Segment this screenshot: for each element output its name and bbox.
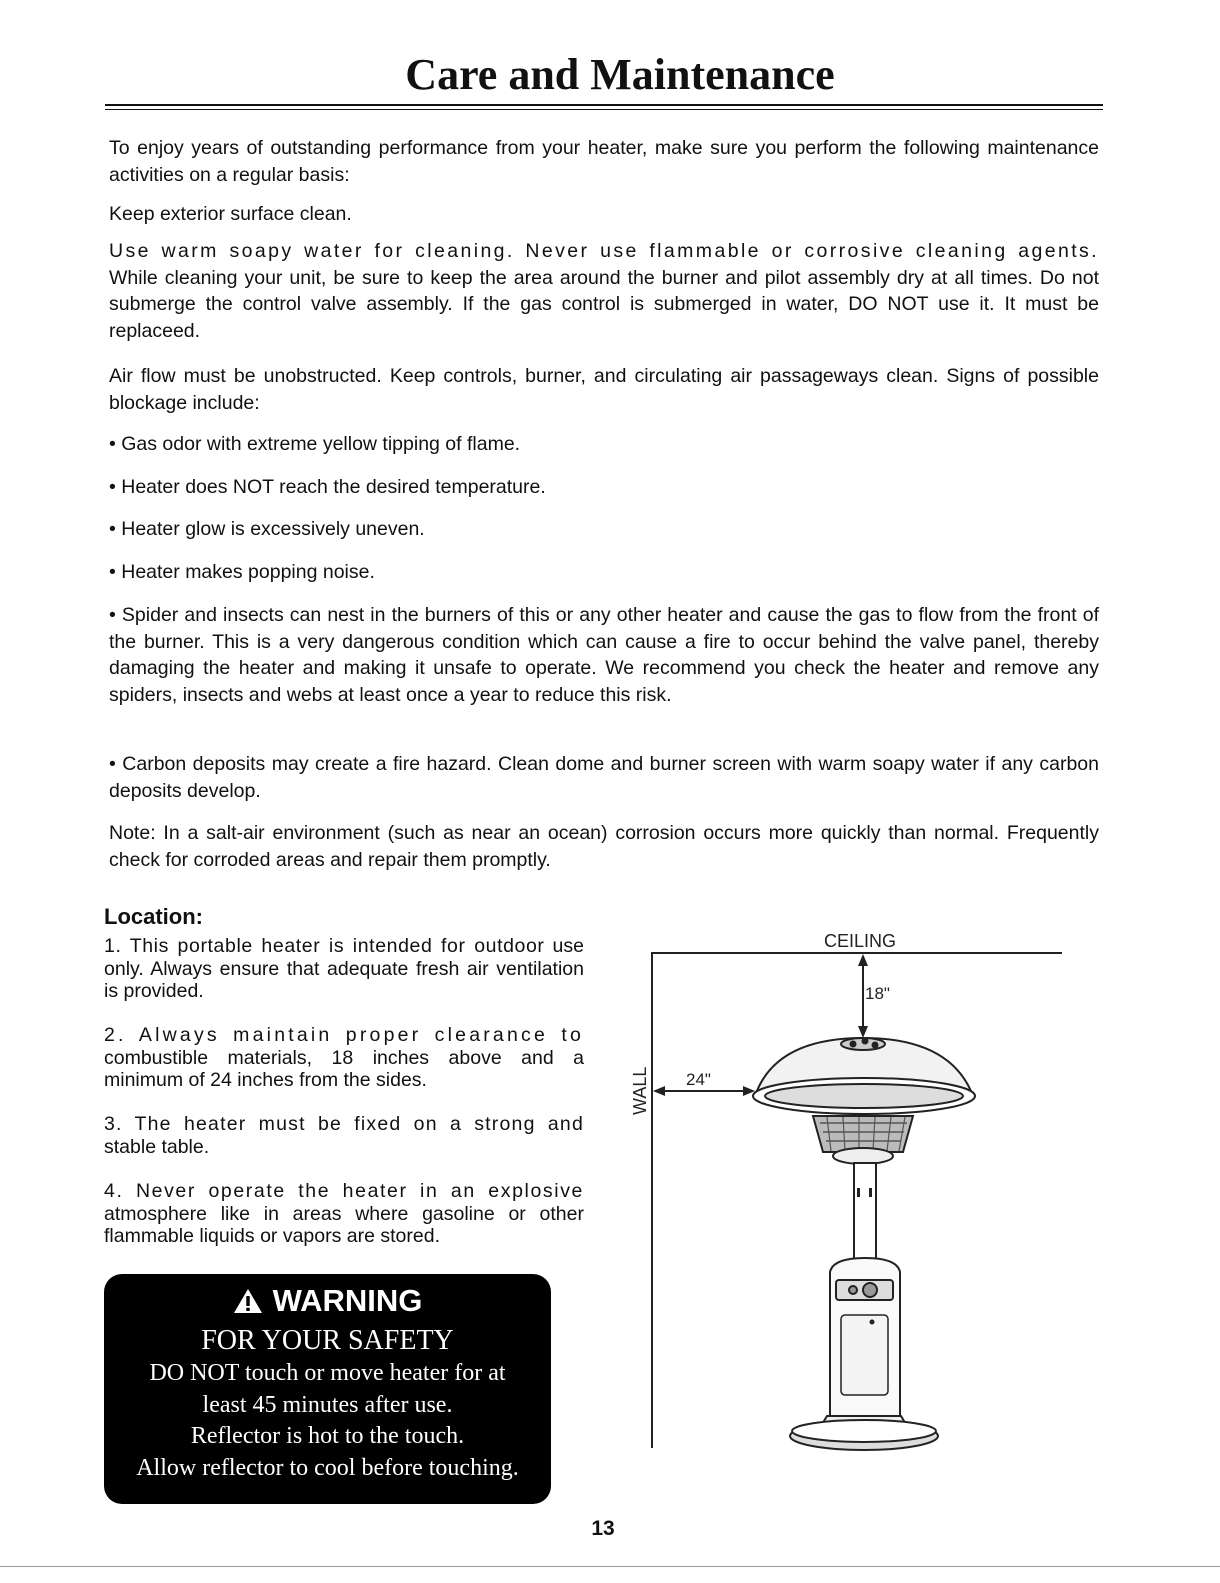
- airflow-paragraph: Air flow must be unobstructed. Keep controls, burner, and circulating air passageways clean. Signs of possible blockage include:: [109, 365, 1099, 414]
- intro-paragraph: To enjoy years of outstanding performance from your heater, make sure you perform the following maintenance activities on a regular basis:: [109, 137, 1099, 186]
- location-item: [104, 935, 584, 1003]
- location-item: [104, 1113, 584, 1158]
- keep-clean-text: Keep exterior surface clean.: [109, 203, 352, 225]
- bullet-item: • Spider and insects can nest in the burners of this or any other heater and cause the gas to flow from the front of the burner. This is a very dangerous condition which can cause a fire to occur behind the valve panel, thereby damaging the heater and making it unsafe to operate. We recommend you check the heater and remove any spiders, insects and webs at least once a year to reduce this risk.: [109, 604, 1099, 706]
- location-item-first: 1. This portable heater is intended for outdoor: [104, 935, 545, 957]
- cleaning-first-line: Use warm soapy water for cleaning. Never use flammable or corrosive cleaning agents.: [109, 240, 1099, 262]
- warning-heading: [104, 1282, 551, 1320]
- title-rule-thin: [105, 109, 1103, 110]
- location-item: [104, 1180, 584, 1248]
- top-clearance-label: 18": [865, 984, 890, 1003]
- location-item-first: 2. Always maintain proper clearance to: [104, 1024, 584, 1046]
- bullet-item: • Heater makes popping noise.: [109, 561, 375, 583]
- location-item-first: 3. The heater must be fixed on a strong and: [104, 1113, 584, 1135]
- bullet-item: • Gas odor with extreme yellow tipping of flame.: [109, 433, 521, 455]
- clearance-diagram: [615, 920, 1085, 1480]
- title-rule-thick: [105, 104, 1103, 106]
- side-clearance-label: 24": [686, 1070, 711, 1089]
- location-item-first: 4. Never operate the heater in an explosive: [104, 1180, 584, 1202]
- warning-line: Reflector is hot to the touch.: [190, 1423, 465, 1449]
- location-heading: Location:: [104, 904, 203, 929]
- cleaning-paragraph: [109, 238, 1099, 344]
- cleaning-rest: While cleaning your unit, be sure to keep the area around the burner and pilot assembly dry at all times. Do not submerge the control valve assembly. If the gas control is submerged in water, DO NOT use it. It must be replaceed.: [109, 266, 1099, 342]
- wall-label: WALL: [630, 1066, 650, 1115]
- warning-line: Allow reflector to cool before touching.: [136, 1454, 519, 1481]
- page-number: 13: [591, 1517, 615, 1540]
- location-item: [104, 1024, 584, 1092]
- bullet-item: • Heater does NOT reach the desired temperature.: [109, 476, 546, 498]
- location-item-rest: use only. Always ensure that adequate fresh air ventilation is provided.: [104, 935, 584, 1002]
- warning-line: least 45 minutes after use.: [202, 1391, 453, 1418]
- ceiling-label: CEILING: [824, 931, 897, 951]
- warning-triangle-icon: [233, 1288, 263, 1314]
- location-item-rest: stable table.: [104, 1135, 210, 1158]
- warning-heading-text: WARNING: [272, 1283, 423, 1318]
- warning-line: DO NOT touch or move heater for at: [149, 1360, 506, 1386]
- location-item-rest: atmosphere like in areas where gasoline or other flammable liquids or vapors are stored.: [104, 1202, 584, 1247]
- bullet-item: • Carbon deposits may create a fire hazard. Clean dome and burner screen with warm soapy water if any carbon deposits develop.: [109, 753, 1099, 802]
- warning-subheading: FOR YOUR SAFETY: [201, 1325, 454, 1356]
- bullet-item: • Heater glow is excessively uneven.: [109, 518, 425, 540]
- warning-box: [104, 1274, 551, 1504]
- location-item-rest: combustible materials, 18 inches above and a minimum of 24 inches from the sides.: [104, 1046, 584, 1091]
- note-paragraph: Note: In a salt-air environment (such as near an ocean) corrosion occurs more quickly than normal. Frequently check for corroded areas and repair them promptly.: [109, 822, 1099, 871]
- heater-illustration: [753, 1038, 975, 1450]
- page-title: Care and Maintenance: [405, 50, 835, 99]
- page-bottom-rule: [0, 1566, 1220, 1567]
